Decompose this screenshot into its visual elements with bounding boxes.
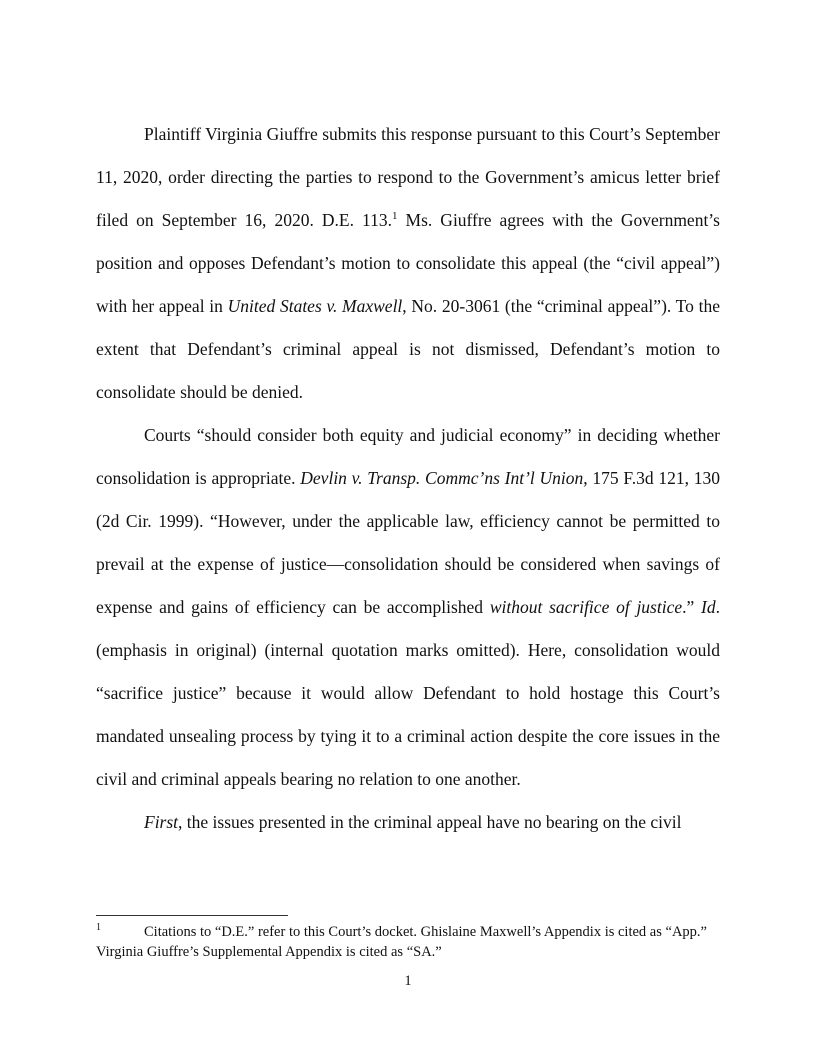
- paragraph-2: [96, 414, 720, 801]
- footnote-reference-1: 1: [391, 210, 398, 223]
- footnote-text: Citations to “D.E.” refer to this Court’s docket. Ghislaine Maxwell’s Appendix is cited as “App.” Virginia Giuffre’s Supplemental Appendix is cited as “SA.”: [96, 924, 707, 960]
- page-number: 1: [404, 973, 412, 989]
- paragraph-1-text-a: Plaintiff Virginia Giuffre submits this response pursuant to this Court’s September 11, 2020, order directing the parties to respond to the Government’s amicus letter brief filed on September 16, 2020. D.E. 113.: [96, 124, 720, 230]
- paragraph-2-text-c: .”: [682, 597, 702, 617]
- paragraph-2-text-d: . (emphasis in original) (internal quotation marks omitted). Here, consolidation would “sacrifice justice” because it would allow Defendant to hold hostage this Court’s mandated unsealing process by tying it to a criminal action despite the core issues in the civil and criminal appeals bearing no relation to one another.: [96, 597, 720, 789]
- paragraph-3-text-a: , the issues presented in the criminal appeal have no bearing on the civil: [178, 812, 682, 832]
- case-name-devlin: Devlin v. Transp. Commc’ns Int’l Union: [300, 468, 584, 488]
- paragraph-2-text-b: , 175 F.3d 121, 130 (2d Cir. 1999). “However, under the applicable law, efficiency cannot be permitted to prevail at the expense of justice—consolidation should be considered when savings of expense and gains of efficiency can be accomplished: [96, 468, 720, 617]
- paragraph-1-text-b: Ms. Giuffre agrees with the Government’s position and opposes Defendant’s motion to consolidate this appeal (the “civil appeal”) with her appeal in: [96, 210, 720, 316]
- first-heading-word: First: [144, 812, 179, 832]
- paragraph-2-text-a: Courts “should consider both equity and judicial economy” in deciding whether consolidation is appropriate.: [96, 425, 720, 488]
- paragraph-1: [96, 113, 720, 414]
- case-name-united-states-v-maxwell: United States v. Maxwell: [227, 296, 403, 316]
- paragraph-1-text-c: , No. 20-3061 (the “criminal appeal”). To the extent that Defendant’s criminal appeal is not dismissed, Defendant’s motion to consolidate should be denied.: [96, 296, 720, 402]
- footnote-divider: [96, 915, 288, 916]
- footnote-1: 1 Citations to “D.E.” refer to this Court’s docket. Ghislaine Maxwell’s Appendix is cited as “App.” Virginia Giuffre’s Supplemental Appendix is cited as “SA.”: [96, 922, 707, 960]
- body-text: [96, 113, 720, 844]
- citation-id: Id: [701, 597, 716, 617]
- emphasis-without-sacrifice: without sacrifice of justice: [489, 597, 683, 617]
- paragraph-3: [96, 801, 720, 844]
